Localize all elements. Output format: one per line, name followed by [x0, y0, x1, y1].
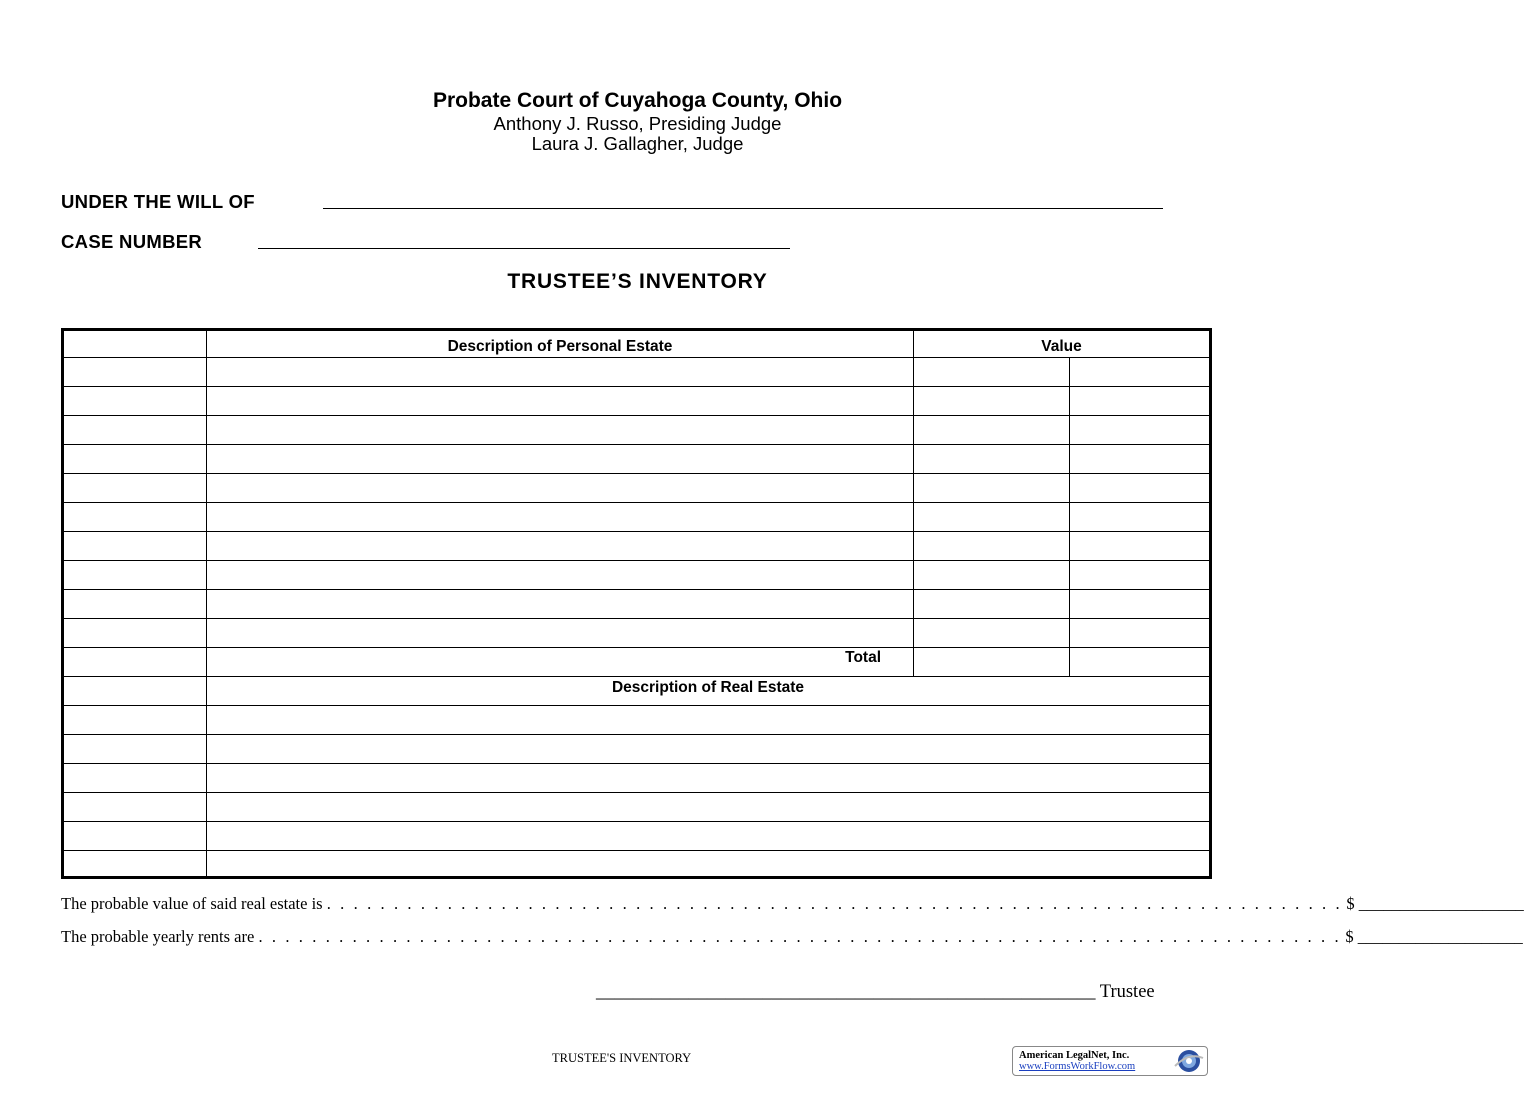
judge: Laura J. Gallagher, Judge	[531, 133, 744, 154]
publisher-logo[interactable]	[1012, 1046, 1208, 1076]
court-header	[0, 88, 1275, 154]
value-column-divider	[913, 330, 914, 676]
row-divider	[63, 821, 1210, 822]
footer-form-title: TRUSTEE'S INVENTORY	[552, 1051, 692, 1065]
column-divider	[206, 330, 207, 877]
row-divider	[63, 763, 1210, 764]
row-divider	[63, 415, 1210, 416]
publisher-link[interactable]: www.FormsWorkFlow.com	[1019, 1061, 1136, 1072]
row-divider	[63, 705, 1210, 706]
row-divider	[63, 589, 1210, 590]
dot-leader: . . . . . . . . . . . . . . . . . . . . . . . . . . . . . . . . . . . . . . . . . . . . . . . . . . . . . . . . . . . . . . . . . . . . . . . . . . . . . . . . .	[258, 927, 1342, 946]
real-estate-header: Description of Real Estate	[611, 679, 805, 696]
row-divider	[63, 560, 1210, 561]
row-divider	[63, 531, 1210, 532]
real-estate-value-field[interactable]: ____________________	[1358, 894, 1524, 913]
row-divider	[63, 357, 1210, 358]
will-field[interactable]	[323, 208, 1163, 209]
case-number-field[interactable]	[258, 248, 790, 249]
total-label: Total	[845, 649, 881, 666]
currency-symbol: $	[1346, 894, 1355, 913]
case-number-label: CASE NUMBER	[61, 231, 203, 252]
value-header: Value	[1041, 338, 1082, 355]
row-divider	[63, 473, 1210, 474]
row-divider	[63, 386, 1210, 387]
yearly-rents-field[interactable]: ____________________	[1357, 927, 1523, 946]
yearly-rents-line	[61, 927, 1523, 947]
currency-symbol: $	[1345, 927, 1354, 946]
row-divider	[63, 734, 1210, 735]
row-divider	[63, 618, 1210, 619]
presiding-judge: Anthony J. Russo, Presiding Judge	[493, 113, 782, 134]
row-divider	[63, 676, 1210, 677]
value-split-divider	[1069, 357, 1070, 676]
trustee-label: Trustee	[1099, 982, 1155, 1002]
inventory-table	[61, 328, 1212, 879]
row-divider	[63, 502, 1210, 503]
personal-estate-header: Description of Personal Estate	[447, 338, 673, 355]
real-estate-value-line	[61, 894, 1524, 914]
publisher-name: American LegalNet, Inc.	[1019, 1050, 1130, 1061]
yearly-rents-label: The probable yearly rents are	[61, 927, 255, 946]
dot-leader: . . . . . . . . . . . . . . . . . . . . . . . . . . . . . . . . . . . . . . . . . . . . . . . . . . . . . . . . . . . . . . . . . . . . . . . . . . . .	[326, 894, 1343, 913]
table-frame	[61, 328, 1212, 879]
row-divider	[63, 850, 1210, 851]
real-estate-value-label: The probable value of said real estate is	[61, 894, 323, 913]
row-divider	[63, 444, 1210, 445]
row-divider	[63, 792, 1210, 793]
globe-icon	[1171, 1048, 1205, 1074]
row-divider	[63, 647, 1210, 648]
trustee-signature-field[interactable]: ______________________________________________________	[596, 982, 1096, 1002]
trustee-signature-line	[596, 982, 1155, 1003]
document-title: TRUSTEE’S INVENTORY	[507, 270, 768, 293]
will-label: UNDER THE WILL OF	[61, 191, 255, 212]
court-name: Probate Court of Cuyahoga County, Ohio	[432, 89, 843, 112]
